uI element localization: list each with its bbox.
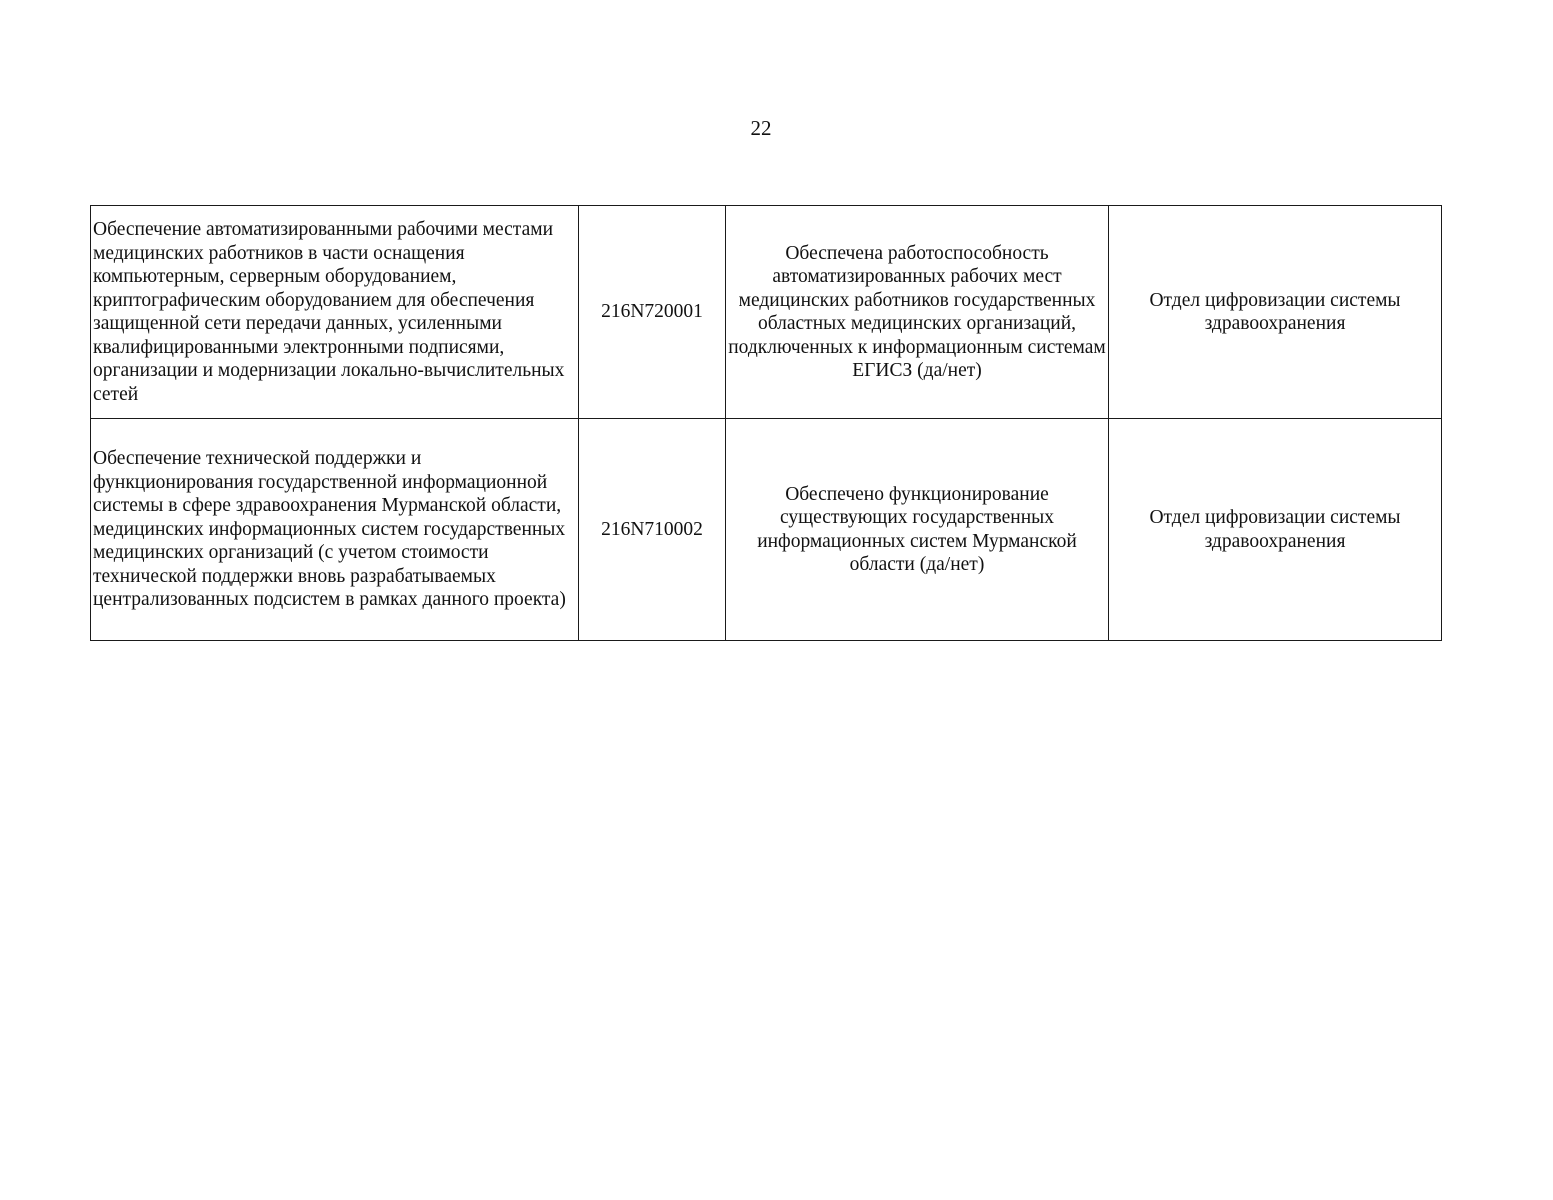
responsible-department-cell: Отдел цифровизации системы здравоохранения: [1109, 206, 1442, 419]
table-row: [91, 419, 1442, 641]
measure-description-cell: Обеспечение автоматизированными рабочими местами медицинских работников в части оснащения компьютерным, серверным оборудованием, криптографическим оборудованием для обеспечения защищенной сети передачи данных, усиленными квалифицированными электронными подписями, организации и модернизации локально-вычислительных сетей: [91, 206, 579, 419]
measure-code-cell: 216N710002: [579, 419, 726, 641]
responsible-department-cell: Отдел цифровизации системы здравоохранения: [1109, 419, 1442, 641]
page-number: 22: [750, 116, 772, 140]
measure-description-cell: Обеспечение технической поддержки и функционирования государственной информационной системы в сфере здравоохранения Мурманской области, медицинских информационных систем государственных медицинских организаций (с учетом стоимости технической поддержки вновь разрабатываемых централизованных подсистем в рамках данного проекта): [91, 419, 579, 641]
table-row: [91, 206, 1442, 419]
measure-result-cell: Обеспечена работоспособность автоматизированных рабочих мест медицинских работников государственных областных медицинских организаций, подключенных к информационным системам ЕГИСЗ (да/нет): [726, 206, 1109, 419]
measure-code-cell: 216N720001: [579, 206, 726, 419]
measure-result-cell: Обеспечено функционирование существующих государственных информационных систем Мурманской области (да/нет): [726, 419, 1109, 641]
measures-table: [90, 205, 1442, 641]
